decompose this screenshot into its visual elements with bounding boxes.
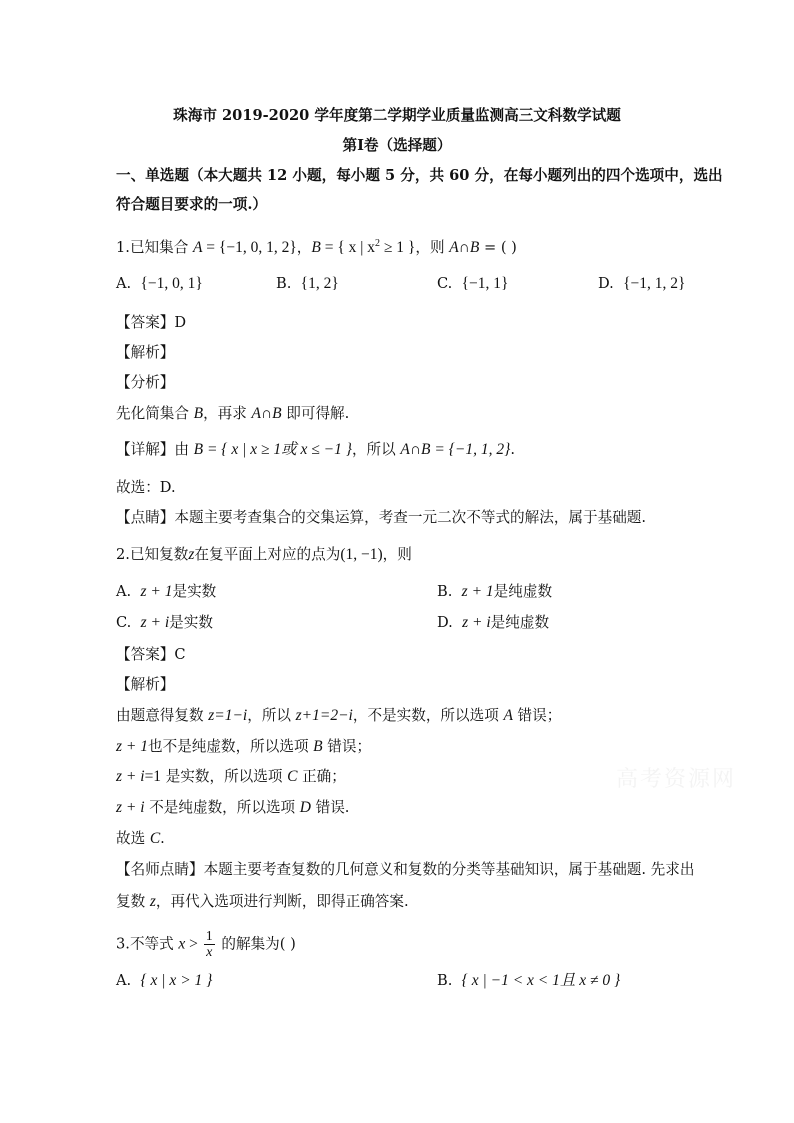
- question-2-option-d: D. z + i是纯虚数: [437, 614, 550, 631]
- question-2-solution-line2: z + 1也不是纯虚数，所以选项 B 错误；: [116, 738, 372, 755]
- question-2-solution-line3: z + i=1 是实数，所以选项 C 正确；: [116, 768, 346, 785]
- question-1-fenxi-tag: 【分析】: [116, 374, 175, 391]
- question-2-answer: 【答案】C: [116, 646, 186, 663]
- section-heading-line1: 一、单选题（本大题共 12 小题，每小题 5 分，共 60 分，在每小题列出的四个选项中，选出: [116, 167, 723, 184]
- question-1-analysis-tag: 【解析】: [116, 344, 175, 361]
- question-3-option-a: A. { x | x > 1 }: [116, 972, 213, 989]
- question-2-solution-line1: 由题意得复数 z=1−i，所以 z+1=2−i，不是实数，所以选项 A 错误；: [116, 707, 562, 724]
- question-2-teacher-note-line1: 【名师点睛】本题主要考查复数的几何意义和复数的分类等基础知识，属于基础题. 先求出: [116, 861, 695, 878]
- fraction-one-over-x: $\frac{1}{x}$: [205, 929, 213, 960]
- part-heading: 第Ⅰ卷（选择题）: [342, 137, 452, 154]
- question-2-analysis-tag: 【解析】: [116, 676, 175, 693]
- watermark: 高考资源网: [616, 767, 737, 792]
- section-heading-line2: 符合题目要求的一项.）: [116, 196, 268, 213]
- question-2-option-c: C. z + i是实数: [116, 614, 213, 631]
- question-1-option-d: D. {−1, 1, 2}: [598, 275, 686, 292]
- question-1-option-b: B. {1, 2}: [276, 275, 339, 292]
- question-3-option-b: B. { x | −1 < x < 1且 x ≠ 0 }: [437, 972, 621, 989]
- question-1-detail: 【详解】由 B = { x | x ≥ 1或 x ≤ −1 }，所以 A∩B = {−1, 1, 2}.: [116, 441, 515, 458]
- question-1-fenxi-text: 先化简集合 B，再求 A∩B 即可得解.: [116, 405, 350, 422]
- document-title: 珠海市 2019-2020 学年度第二学期学业质量监测高三文科数学试题: [173, 107, 621, 124]
- question-2-solution-line4: z + i 不是纯虚数，所以选项 D 错误.: [116, 799, 350, 816]
- question-2-option-b: B. z + 1是纯虚数: [437, 583, 553, 600]
- question-1-dianjing: 【点睛】本题主要考查集合的交集运算，考查一元二次不等式的解法，属于基础题.: [116, 509, 647, 526]
- question-1-stem: 1.已知集合 A = {−1, 0, 1, 2}，B = { x | $x^2 \ge 1$ }，则 A∩B = ( ): [116, 238, 517, 256]
- question-1-answer: 【答案】D: [116, 314, 187, 331]
- question-3-stem: 3.不等式 x > $\frac{1}{x}$ 的解集为( ): [116, 929, 296, 960]
- question-2-option-a: A. z + 1是实数: [116, 583, 217, 600]
- question-2-choose: 故选 C.: [116, 830, 165, 847]
- question-1-option-a: A. {−1, 0, 1}: [116, 275, 203, 292]
- question-1-option-c: C. {−1, 1}: [437, 275, 509, 292]
- question-2-stem: 2.已知复数z在复平面上对应的点为(1, −1)，则: [116, 546, 412, 563]
- question-1-choose: 故选：D.: [116, 479, 176, 496]
- question-2-teacher-note-line2: 复数 z，再代入选项进行判断，即得正确答案.: [116, 893, 409, 910]
